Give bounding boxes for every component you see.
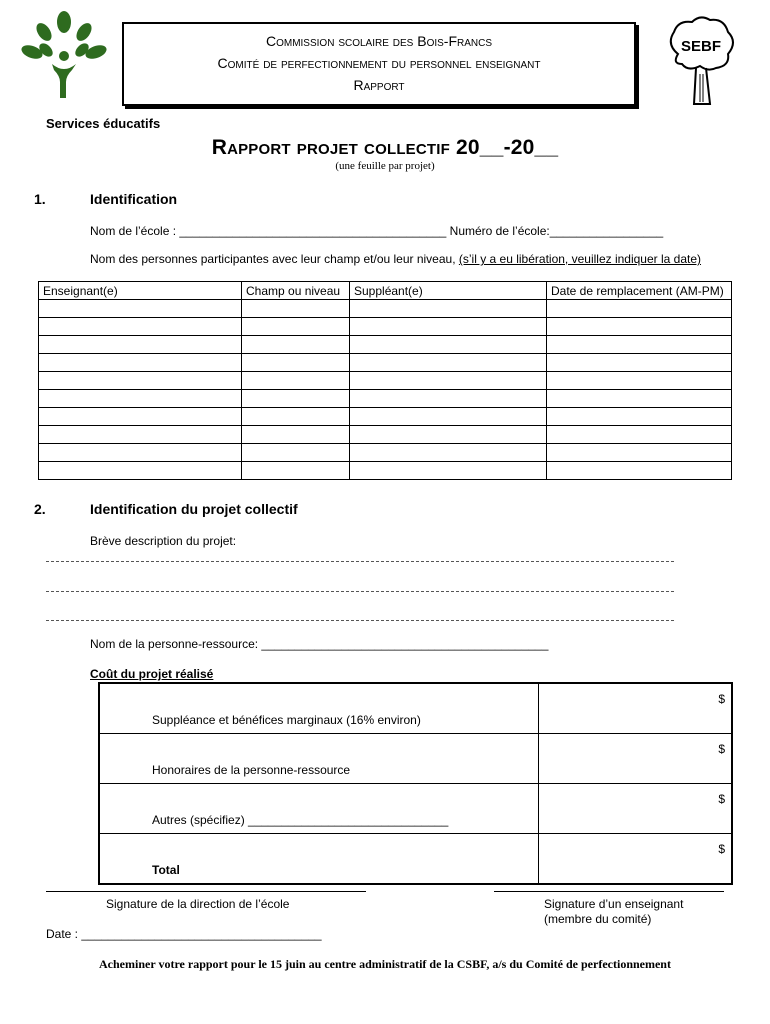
- participant-cell[interactable]: [350, 318, 547, 336]
- participant-cell[interactable]: [39, 354, 242, 372]
- participant-cell[interactable]: [242, 300, 350, 318]
- participant-cell[interactable]: [547, 462, 732, 480]
- participants-intro-text: Nom des personnes participantes avec leur champ et/ou leur niveau,: [90, 252, 459, 266]
- cost-total-label: Total: [99, 834, 539, 885]
- participants-note: (s’il y a eu libération, veuillez indiquer la date): [458, 252, 702, 266]
- participant-cell[interactable]: [242, 372, 350, 390]
- director-signature-line[interactable]: [46, 891, 366, 892]
- participant-cell[interactable]: [350, 300, 547, 318]
- participant-cell[interactable]: [242, 318, 350, 336]
- section-1-title: Identification: [90, 191, 178, 207]
- school-name-field[interactable]: Nom de l’école : ________________________________________ Numéro de l’école:_________________: [90, 224, 664, 238]
- participant-row: [39, 444, 732, 462]
- header-box: [122, 22, 636, 106]
- services-label: Services éducatifs: [46, 116, 161, 131]
- description-label: Brève description du projet:: [90, 534, 237, 548]
- participant-cell[interactable]: [350, 426, 547, 444]
- cost-table: [98, 682, 733, 885]
- resource-person-field[interactable]: Nom de la personne-ressource: ___________________________________________: [90, 637, 549, 651]
- participant-row: [39, 408, 732, 426]
- cost-row: [99, 734, 732, 784]
- cost-label: Autres (spécifiez) ______________________________: [99, 784, 539, 834]
- participant-cell[interactable]: [242, 408, 350, 426]
- col-teacher: Enseignant(e): [39, 282, 242, 300]
- participant-cell[interactable]: [39, 390, 242, 408]
- sebf-tree-logo: [664, 14, 738, 110]
- director-signature-label: Signature de la direction de l’école: [106, 897, 290, 911]
- header-line-3: Rapport: [353, 77, 405, 93]
- participant-cell[interactable]: [39, 318, 242, 336]
- participant-cell[interactable]: [39, 444, 242, 462]
- cost-row-total: [99, 834, 732, 885]
- cost-row: [99, 784, 732, 834]
- participant-row: [39, 336, 732, 354]
- participant-row: [39, 300, 732, 318]
- date-field[interactable]: Date : ____________________________________: [46, 927, 322, 941]
- participant-cell[interactable]: [350, 390, 547, 408]
- participant-cell[interactable]: [350, 444, 547, 462]
- participant-cell[interactable]: [242, 336, 350, 354]
- sebf-logo-text: SEBF: [680, 38, 722, 55]
- col-substitute: Suppléant(e): [350, 282, 547, 300]
- header-line-1: Commission scolaire des Bois-Francs: [265, 33, 493, 49]
- teacher-signature-note: (membre du comité): [544, 912, 652, 926]
- cost-label: Honoraires de la personne-ressource: [99, 734, 539, 784]
- participant-cell[interactable]: [242, 390, 350, 408]
- commission-tree-logo: [16, 10, 112, 102]
- cost-amount[interactable]: $: [539, 683, 733, 734]
- cost-amount[interactable]: $: [539, 784, 733, 834]
- participant-cell[interactable]: [39, 336, 242, 354]
- participant-cell[interactable]: [547, 336, 732, 354]
- col-field-level: Champ ou niveau: [242, 282, 350, 300]
- cost-amount[interactable]: $: [539, 734, 733, 784]
- participant-cell[interactable]: [39, 372, 242, 390]
- teacher-signature-label: Signature d’un enseignant: [544, 897, 684, 911]
- participant-row: [39, 354, 732, 372]
- section-2-number: 2.: [34, 501, 46, 517]
- footer-note: Acheminer votre rapport pour le 15 juin au centre administratif de la CSBF, a/s du Comité de perfectionnement: [99, 957, 671, 971]
- participant-cell[interactable]: [547, 444, 732, 462]
- section-1-number: 1.: [34, 191, 46, 207]
- cost-total-amount[interactable]: $: [539, 834, 733, 885]
- participants-body: [39, 300, 732, 480]
- participant-cell[interactable]: [350, 336, 547, 354]
- participant-cell[interactable]: [350, 372, 547, 390]
- participant-cell[interactable]: [39, 300, 242, 318]
- participant-cell[interactable]: [39, 462, 242, 480]
- description-line-2[interactable]: [46, 591, 674, 592]
- participant-row: [39, 462, 732, 480]
- participant-cell[interactable]: [350, 354, 547, 372]
- cost-label: Suppléance et bénéfices marginaux (16% environ): [99, 683, 539, 734]
- participants-header-row: [39, 282, 732, 300]
- participant-cell[interactable]: [39, 426, 242, 444]
- participant-cell[interactable]: [39, 408, 242, 426]
- participants-table: [38, 281, 732, 480]
- participant-cell[interactable]: [547, 390, 732, 408]
- page-subtitle: (une feuille par projet): [335, 160, 435, 172]
- participant-cell[interactable]: [242, 462, 350, 480]
- col-replacement-date: Date de remplacement (AM-PM): [547, 282, 732, 300]
- participant-cell[interactable]: [547, 426, 732, 444]
- header-line-2: Comité de perfectionnement du personnel enseignant: [217, 55, 541, 71]
- participant-cell[interactable]: [242, 354, 350, 372]
- participant-cell[interactable]: [242, 444, 350, 462]
- cost-title: Coût du projet réalisé: [90, 667, 214, 681]
- participant-cell[interactable]: [547, 408, 732, 426]
- page-title: Rapport projet collectif 20__-20__: [211, 136, 559, 159]
- participant-cell[interactable]: [350, 408, 547, 426]
- description-line-3[interactable]: [46, 620, 674, 621]
- participant-row: [39, 426, 732, 444]
- cost-row: [99, 683, 732, 734]
- section-2-title: Identification du projet collectif: [90, 501, 298, 517]
- participant-cell[interactable]: [547, 300, 732, 318]
- teacher-signature-line[interactable]: [494, 891, 724, 892]
- participant-row: [39, 318, 732, 336]
- participant-cell[interactable]: [547, 372, 732, 390]
- participant-cell[interactable]: [350, 462, 547, 480]
- participant-row: [39, 372, 732, 390]
- participants-intro: [90, 252, 701, 266]
- participant-cell[interactable]: [547, 354, 732, 372]
- description-line-1[interactable]: [46, 561, 674, 562]
- participant-cell[interactable]: [547, 318, 732, 336]
- participant-cell[interactable]: [242, 426, 350, 444]
- participant-row: [39, 390, 732, 408]
